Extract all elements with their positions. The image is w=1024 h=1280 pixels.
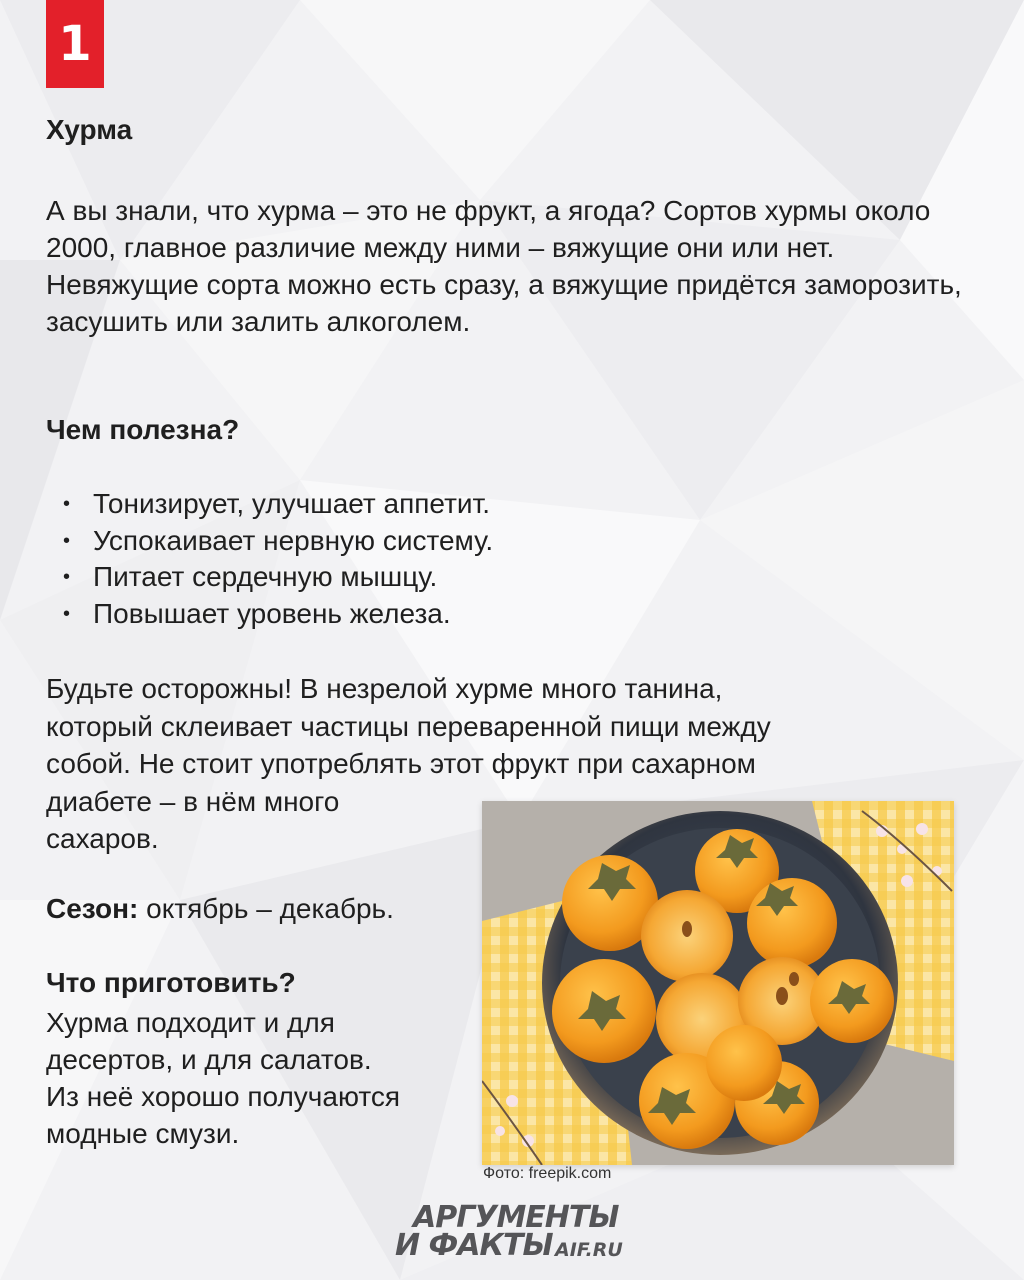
cook-line: модные смузи.	[46, 1118, 240, 1149]
intro-paragraph: А вы знали, что хурма – это не фрукт, а ягода? Сортов хурмы около 2000, главное различие между ними – вяжущие они или нет. Невяжущие сорта можно есть сразу, а вяжущие придётся заморозить, засушить или залить алкоголем.	[46, 195, 962, 337]
list-item: • Успокаивает нервную систему.	[46, 523, 493, 560]
persimmon-photo	[482, 801, 954, 1165]
list-item: • Питает сердечную мышцу.	[46, 559, 493, 596]
warning-line: собой. Не стоит употреблять этот фрукт при сахарном	[46, 748, 756, 779]
logo-line-1: АРГУМЕНТЫ	[413, 1200, 619, 1235]
benefits-list	[46, 486, 493, 632]
cook-line: Хурма подходит и для	[46, 1007, 335, 1038]
warning-line: который склеивает частицы переваренной пищи между	[46, 710, 771, 742]
list-item: • Тонизирует, улучшает аппетит.	[46, 486, 493, 523]
cook-line: Из неё хорошо получаются	[46, 1081, 401, 1112]
cook-paragraph	[46, 1004, 486, 1152]
photo-credit: Фото: freepik.com	[483, 1165, 612, 1182]
cook-line: десертов, и для салатов.	[46, 1044, 372, 1075]
cook-heading: Что приготовить?	[46, 967, 296, 998]
warning-line: сахаров.	[46, 823, 159, 854]
benefits-heading: Чем полезна?	[46, 414, 240, 445]
list-item: • Повышает уровень железа.	[46, 596, 493, 633]
logo-line-2: И ФАКТЫ	[395, 1228, 553, 1263]
season-line	[46, 893, 394, 925]
warning-line: диабете – в нём много	[46, 785, 340, 817]
aif-logo	[395, 1200, 655, 1264]
season-value: октябрь – декабрь.	[138, 893, 394, 924]
warning-line: Будьте осторожны! В незрелой хурме много танина,	[46, 673, 723, 704]
card-number-badge: 1	[46, 0, 104, 88]
page-title: Хурма	[46, 114, 133, 145]
season-label: Сезон:	[46, 893, 139, 924]
logo-site: AIF.RU	[555, 1239, 623, 1261]
